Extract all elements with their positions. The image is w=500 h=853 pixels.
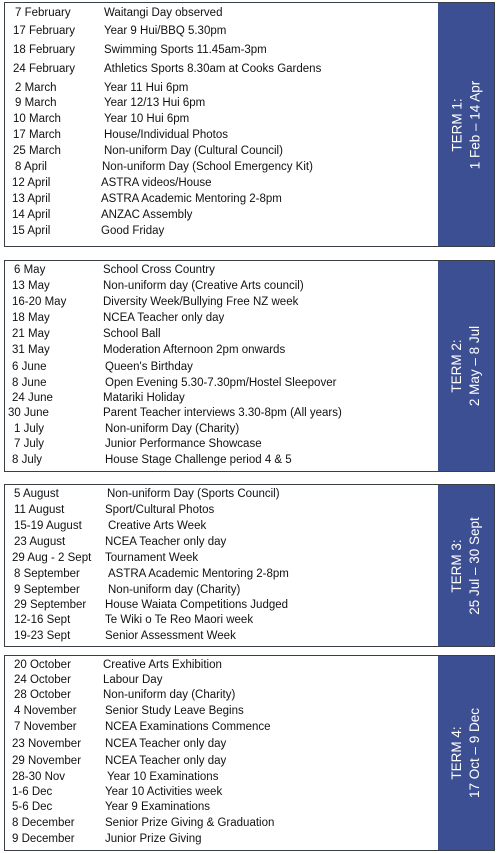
event-description: Year 12/13 Hui 6pm: [104, 97, 206, 109]
event-description: Senior Study Leave Begins: [105, 705, 244, 717]
term-2-dates: 2 May – 8 Jul: [467, 325, 483, 407]
event-date: 15-19 August: [14, 520, 82, 532]
event-date: 8 June: [12, 377, 47, 389]
event-date: 10 March: [13, 113, 61, 125]
event-date: 17 February: [13, 25, 76, 37]
event-description: Sport/Cultural Photos: [105, 504, 215, 516]
event-date: 18 May: [12, 312, 50, 324]
event-description: Waitangi Day observed: [104, 7, 223, 19]
event-description: Non-uniform Day (Charity): [105, 423, 240, 435]
event-description: ANZAC Assembly: [101, 209, 193, 221]
event-description: Te Wiki o Te Reo Maori week: [105, 614, 254, 626]
term-1-dates: 1 Feb – 14 Apr: [467, 80, 482, 169]
event-description: ASTRA videos/House: [101, 177, 212, 189]
event-description: Senior Assessment Week: [105, 630, 236, 642]
event-date: 20 October: [14, 659, 71, 671]
event-date: 1-6 Dec: [12, 786, 53, 798]
event-description: Junior Prize Giving: [105, 833, 202, 845]
event-date: 24 June: [12, 392, 53, 404]
event-date: 28 October: [14, 689, 71, 701]
term-1-title: TERM 1:: [449, 97, 464, 152]
term-1-block: [4, 2, 495, 247]
term-4-label: [448, 708, 484, 798]
event-date: 13 May: [12, 280, 50, 292]
term-3-dates: 25 Jul – 30 Sept: [467, 516, 483, 615]
event-description: Queen's Birthday: [105, 361, 193, 373]
event-description: House/Individual Photos: [104, 129, 229, 141]
term-2-title: TERM 2:: [449, 339, 465, 393]
event-description: Year 10 Activities week: [105, 786, 223, 798]
event-date: 31 May: [12, 344, 50, 356]
event-date: 24 October: [14, 674, 71, 686]
event-description: House Waiata Competitions Judged: [105, 599, 289, 611]
event-date: 29 Aug - 2 Sept: [12, 552, 92, 564]
event-date: 8 December: [12, 817, 75, 829]
event-description: NCEA Teacher only day: [105, 536, 227, 548]
event-date: 2 March: [15, 82, 57, 94]
event-date: 6 June: [12, 361, 47, 373]
event-date: 29 September: [14, 599, 87, 611]
event-description: School Ball: [103, 328, 161, 340]
event-description: Year 9 Examinations: [105, 801, 211, 813]
event-date: 25 March: [13, 145, 61, 157]
event-description: Non-uniform day (Charity): [108, 584, 241, 596]
event-description: Year 10 Hui 6pm: [104, 113, 190, 125]
event-date: 15 April: [12, 225, 51, 237]
term-1-label: [448, 80, 484, 169]
event-date: 8 September: [14, 568, 80, 580]
event-date: 14 April: [12, 209, 51, 221]
event-description: Diversity Week/Bullying Free NZ week: [103, 296, 299, 308]
event-description: Creative Arts Exhibition: [103, 659, 222, 671]
event-date: 9 March: [15, 97, 57, 109]
event-date: 1 July: [14, 423, 45, 435]
event-date: 12-16 Sept: [14, 614, 71, 626]
event-description: Open Evening 5.30-7.30pm/Hostel Sleepover: [105, 377, 337, 389]
event-date: 24 February: [13, 63, 76, 75]
event-description: School Cross Country: [103, 264, 215, 276]
event-description: Moderation Afternoon 2pm onwards: [103, 344, 286, 356]
event-description: ASTRA Academic Mentoring 2-8pm: [108, 568, 289, 580]
event-description: Non-uniform day (Creative Arts council): [103, 280, 304, 292]
event-date: 8 April: [15, 161, 47, 173]
event-date: 11 August: [14, 504, 65, 516]
event-description: NCEA Teacher only day: [105, 738, 227, 750]
event-date: 9 September: [14, 584, 80, 596]
event-description: NCEA Teacher only day: [105, 755, 227, 767]
event-date: 12 April: [12, 177, 51, 189]
event-description: Tournament Week: [105, 552, 199, 564]
term-4-dates: 17 Oct – 9 Dec: [467, 707, 483, 799]
term-3-title: TERM 3:: [449, 538, 465, 593]
event-description: House Stage Challenge period 4 & 5: [105, 454, 292, 466]
event-description: Creative Arts Week: [108, 520, 207, 532]
event-description: Senior Prize Giving & Graduation: [105, 817, 275, 829]
term-1-sidebar: [438, 3, 494, 246]
event-description: ASTRA Academic Mentoring 2-8pm: [101, 193, 282, 205]
event-description: Year 10 Examinations: [107, 771, 219, 783]
event-description: Matariki Holiday: [103, 392, 185, 404]
event-date: 17 March: [13, 129, 61, 141]
event-description: Year 11 Hui 6pm: [104, 82, 189, 94]
event-description: Non-uniform Day (Sports Council): [107, 488, 280, 500]
event-date: 30 June: [8, 407, 49, 419]
event-description: Labour Day: [103, 674, 163, 686]
event-date: 21 May: [12, 328, 50, 340]
event-description: Athletics Sports 8.30am at Cooks Gardens: [104, 63, 322, 75]
event-date: 18 February: [13, 44, 76, 56]
event-date: 4 November: [14, 705, 77, 717]
event-description: Non-uniform Day (School Emergency Kit): [102, 161, 313, 173]
event-description: NCEA Examinations Commence: [105, 721, 271, 733]
term-3-block: [4, 484, 495, 647]
term-4-title: TERM 4:: [449, 726, 465, 780]
event-description: Swimming Sports 11.45am-3pm: [104, 44, 267, 56]
term-2-sidebar: [438, 261, 494, 471]
event-date: 7 November: [14, 721, 77, 733]
term-3-label: [448, 517, 484, 615]
event-description: Good Friday: [101, 225, 165, 237]
event-description: Parent Teacher interviews 3.30-8pm (All years): [103, 407, 342, 419]
event-date: 5-6 Dec: [12, 801, 53, 813]
event-description: Non-uniform day (Charity): [103, 689, 236, 701]
event-date: 7 February: [15, 7, 71, 19]
event-description: Non-uniform Day (Cultural Council): [104, 145, 283, 157]
term-4-sidebar: [438, 656, 494, 850]
event-date: 23 August: [14, 536, 66, 548]
event-date: 13 April: [12, 193, 51, 205]
event-date: 16-20 May: [12, 296, 67, 308]
event-date: 8 July: [12, 454, 43, 466]
event-date: 5 August: [14, 488, 59, 500]
event-date: 28-30 Nov: [12, 771, 66, 783]
event-date: 23 November: [12, 738, 82, 750]
event-date: 19-23 Sept: [14, 630, 71, 642]
term-2-block: [4, 260, 495, 472]
event-date: 9 December: [12, 833, 75, 845]
event-description: Junior Performance Showcase: [105, 438, 262, 450]
event-description: NCEA Teacher only day: [103, 312, 225, 324]
term-4-block: [4, 655, 495, 851]
term-2-label: [448, 326, 484, 406]
term-3-sidebar: [438, 485, 494, 646]
event-date: 29 November: [12, 755, 82, 767]
event-date: 7 July: [14, 438, 45, 450]
event-description: Year 9 Hui/BBQ 5.30pm: [104, 25, 227, 37]
event-date: 6 May: [14, 264, 46, 276]
